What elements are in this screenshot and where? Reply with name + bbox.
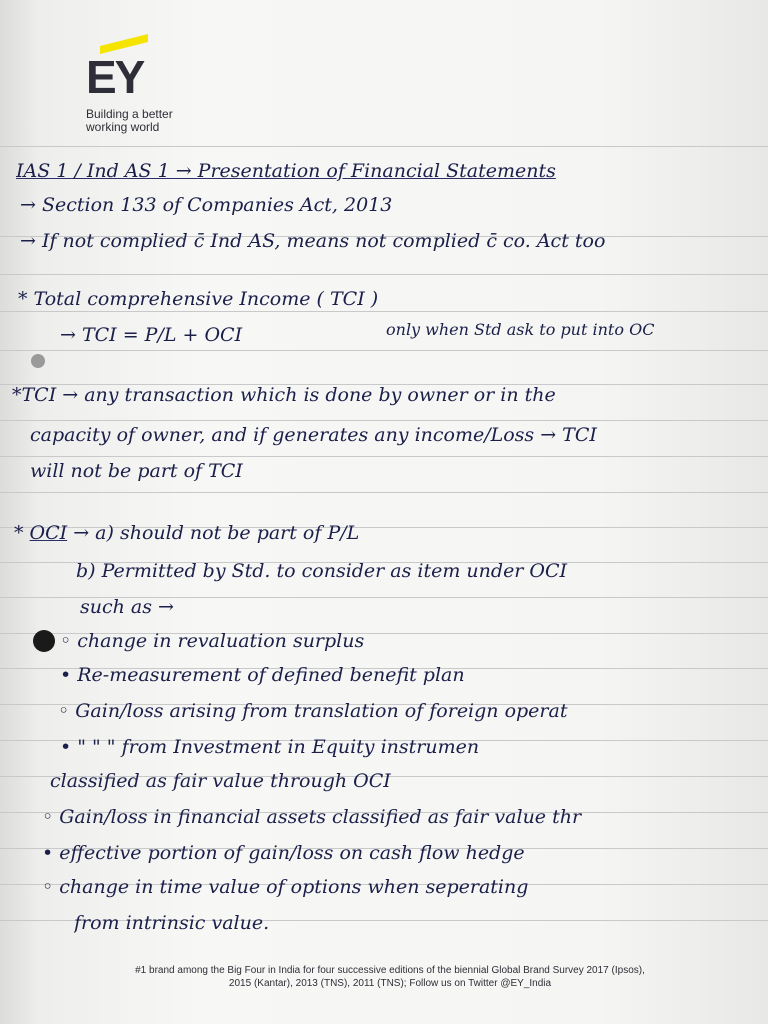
title-prefix: IAS 1 / Ind AS 1 → (16, 160, 198, 182)
tci-owner-line-1: *TCI → any transaction which is done by owner or in the (12, 384, 556, 406)
punch-hole-icon (31, 354, 45, 368)
rule-line (0, 420, 768, 421)
rule-line (0, 274, 768, 275)
list-item: • Re-measurement of defined benefit plan (60, 664, 465, 686)
oci-point-a: → a) should not be part of P/L (67, 522, 360, 544)
logo-mark: EY (86, 51, 144, 103)
title-main: Presentation of Financial Statements (197, 160, 556, 182)
logo-tagline: Building a better working world (86, 107, 173, 134)
list-item: from intrinsic value. (74, 912, 270, 934)
tci-formula: → TCI = P/L + OCI (60, 324, 243, 346)
rule-line (0, 146, 768, 147)
list-item: ◦ change in revaluation surplus (60, 630, 365, 652)
oci-heading: * OCI → a) should not be part of P/L (14, 522, 360, 544)
such-as: such as → (80, 596, 174, 618)
section-ref: → Section 133 of Companies Act, 2013 (20, 194, 393, 216)
punch-hole-icon (33, 630, 55, 652)
list-item: • " " " from Investment in Equity instrumen (60, 736, 480, 758)
list-item: ◦ Gain/loss arising from translation of foreign operat (58, 700, 568, 722)
oci-point-b: b) Permitted by Std. to consider as item under OCI (76, 560, 568, 582)
tci-owner-line-3: will not be part of TCI (30, 460, 243, 482)
tci-owner-line-2: capacity of owner, and if generates any income/Loss → TCI (30, 424, 597, 446)
rule-line (0, 492, 768, 493)
list-item: ◦ change in time value of options when seperating (42, 876, 529, 898)
footer-note (80, 964, 700, 990)
tci-formula-note: only when Std ask to put into OC (386, 320, 655, 339)
footer-line-2: 2015 (Kantar), 2013 (TNS), 2011 (TNS); Follow us on Twitter @EY_India (228, 978, 552, 989)
list-item: ◦ Gain/loss in financial assets classified as fair value thr (42, 806, 582, 828)
rule-line (0, 311, 768, 312)
list-item: classified as fair value through OCI (50, 770, 391, 792)
list-item: • effective portion of gain/loss on cash flow hedge (42, 842, 525, 864)
ey-logo (86, 24, 216, 136)
compliance-note: → If not complied c̄ Ind AS, means not complied c̄ co. Act too (20, 230, 606, 252)
tci-heading: * Total comprehensive Income ( TCI ) (18, 288, 379, 310)
footer-line-1: #1 brand among the Big Four in India for four successive editions of the biennial Global Brand Survey 2017 (Ipsos), (135, 965, 645, 976)
oci-label: OCI (29, 522, 68, 544)
rule-line (0, 350, 768, 351)
rule-line (0, 456, 768, 457)
note-title (16, 160, 756, 182)
